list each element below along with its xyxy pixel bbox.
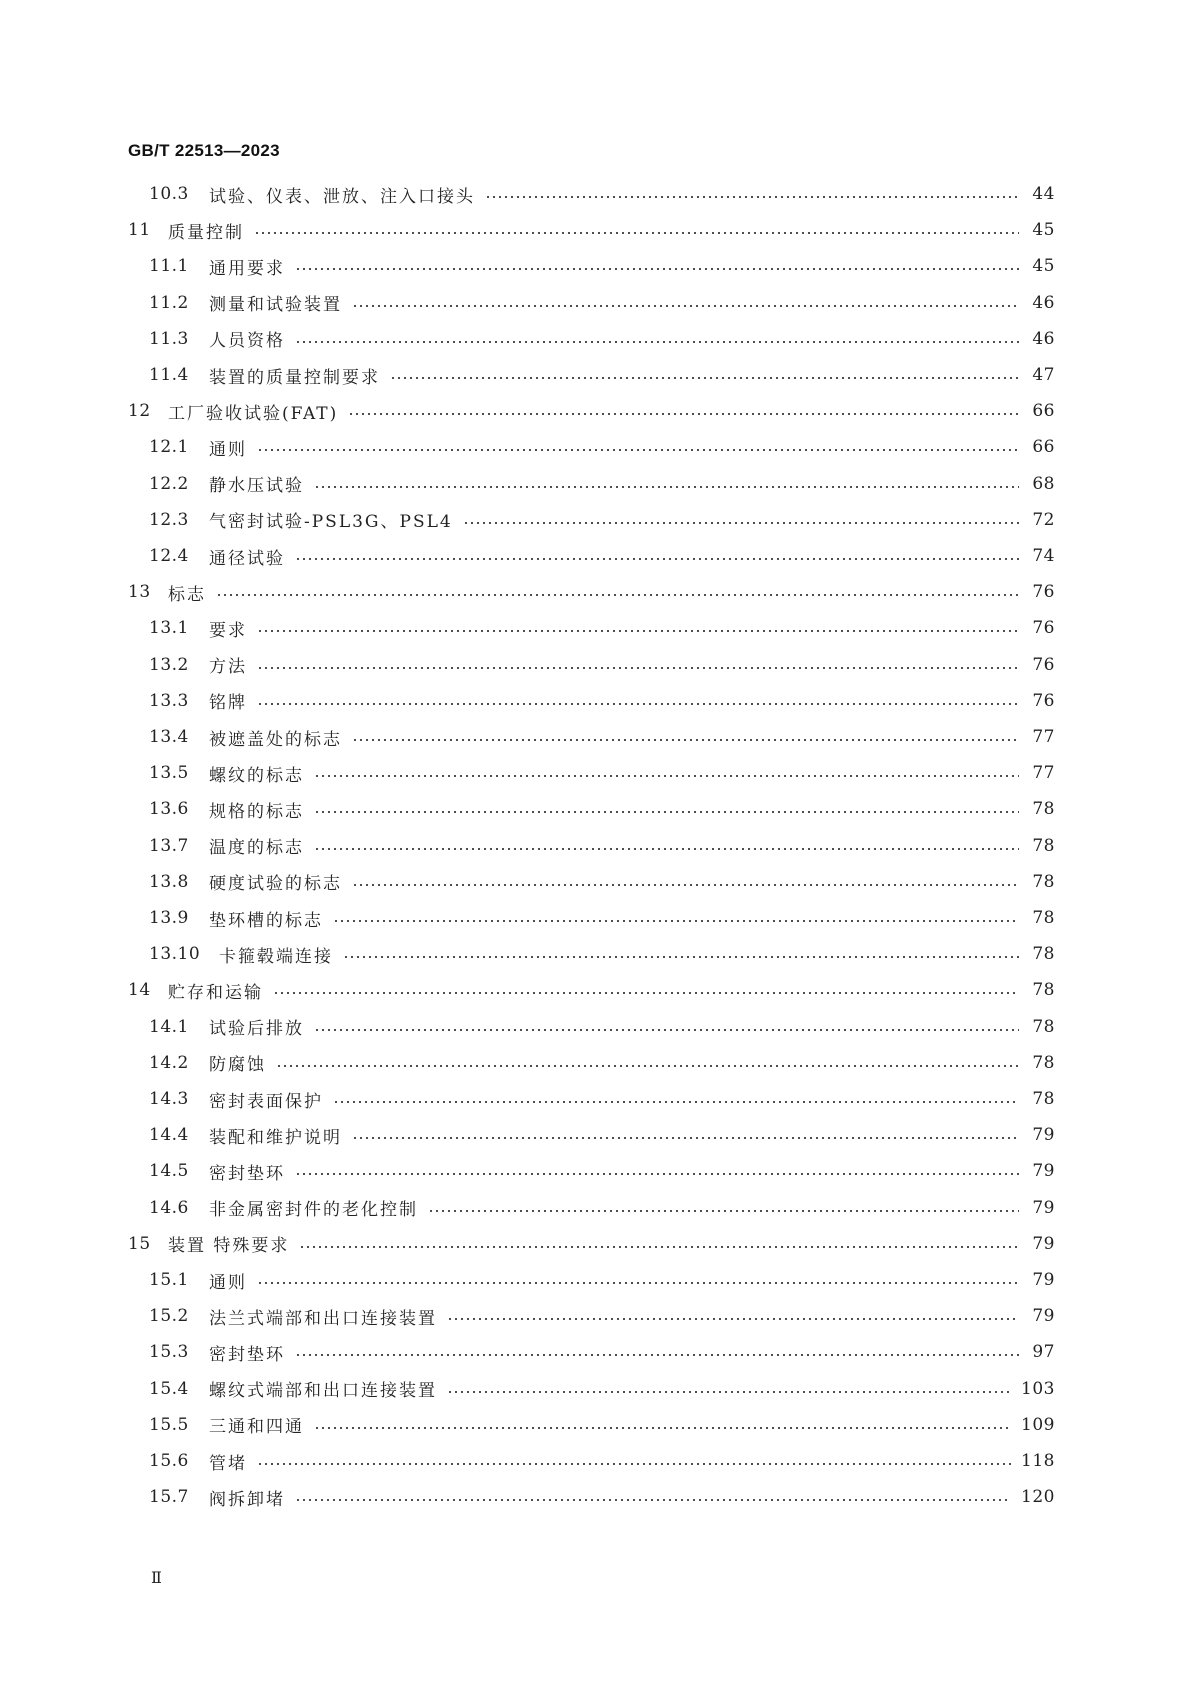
toc-dot-leader bbox=[343, 956, 1019, 958]
toc-dot-leader bbox=[333, 920, 1019, 922]
toc-dot-leader bbox=[257, 1282, 1019, 1284]
toc-section-entry[interactable] bbox=[149, 1337, 1055, 1367]
toc-entry-page: 78 bbox=[1032, 835, 1055, 856]
toc-entry-number: 15.5 bbox=[149, 1414, 189, 1435]
toc-dot-leader bbox=[314, 848, 1019, 850]
toc-entry-title: 铭牌 bbox=[209, 693, 247, 714]
toc-entry-title: 卡箍毂端连接 bbox=[219, 946, 333, 967]
toc-entry-page: 66 bbox=[1032, 401, 1055, 422]
toc-entry-number: 10.3 bbox=[149, 184, 189, 204]
toc-entry-number: 12.2 bbox=[149, 473, 189, 494]
toc-section-entry[interactable] bbox=[149, 432, 1055, 462]
toc-entry-page: 76 bbox=[1032, 582, 1055, 603]
toc-chapter-entry[interactable] bbox=[128, 577, 1055, 607]
toc-entry-title: 静水压试验 bbox=[209, 476, 304, 497]
toc-entry-page: 79 bbox=[1032, 1233, 1055, 1254]
toc-section-entry[interactable] bbox=[149, 1446, 1055, 1476]
toc-entry-title: 质量控制 bbox=[168, 222, 244, 243]
toc-dot-leader bbox=[314, 1427, 1011, 1429]
toc-section-entry[interactable] bbox=[149, 903, 1055, 933]
toc-section-entry[interactable] bbox=[149, 469, 1055, 499]
toc-entry-number: 14.4 bbox=[149, 1125, 189, 1146]
toc-entry-number: 13.7 bbox=[149, 835, 189, 856]
toc-chapter-entry[interactable] bbox=[128, 1229, 1055, 1259]
toc-entry-number: 13.6 bbox=[149, 799, 189, 820]
toc-entry-number: 15.4 bbox=[149, 1378, 189, 1399]
toc-entry-number: 12.4 bbox=[149, 546, 189, 566]
toc-entry-number: 14 bbox=[128, 980, 151, 1001]
toc-entry-page: 79 bbox=[1032, 1161, 1055, 1182]
toc-section-entry[interactable] bbox=[149, 1410, 1055, 1440]
toc-section-entry[interactable] bbox=[149, 794, 1055, 824]
toc-dot-leader bbox=[314, 775, 1019, 777]
toc-section-entry[interactable] bbox=[149, 541, 1055, 571]
toc-entry-title: 螺纹的标志 bbox=[209, 765, 304, 786]
toc-section-entry[interactable] bbox=[149, 1482, 1055, 1512]
toc-entry-number: 13.3 bbox=[149, 690, 189, 711]
toc-entry-title: 非金属密封件的老化控制 bbox=[209, 1200, 418, 1221]
toc-entry-page: 79 bbox=[1032, 1306, 1055, 1327]
toc-section-entry[interactable] bbox=[149, 251, 1055, 281]
toc-entry-page: 44 bbox=[1032, 184, 1055, 204]
toc-entry-number: 13.4 bbox=[149, 727, 189, 747]
toc-entry-number: 13.8 bbox=[149, 871, 189, 892]
toc-entry-page: 78 bbox=[1032, 871, 1055, 892]
toc-entry-page: 45 bbox=[1032, 220, 1055, 241]
toc-section-entry[interactable] bbox=[149, 324, 1055, 354]
toc-dot-leader bbox=[485, 196, 1019, 198]
toc-entry-title: 装置的质量控制要求 bbox=[209, 367, 380, 388]
toc-dot-leader bbox=[352, 884, 1019, 886]
toc-entry-page: 46 bbox=[1032, 292, 1055, 313]
toc-section-entry[interactable] bbox=[149, 1012, 1055, 1042]
toc-entry-title: 密封垫环 bbox=[209, 1344, 285, 1365]
toc-entry-number: 13.2 bbox=[149, 654, 189, 675]
toc-entry-page: 46 bbox=[1032, 328, 1055, 349]
toc-section-entry[interactable] bbox=[149, 758, 1055, 788]
toc-entry-page: 103 bbox=[1021, 1378, 1055, 1399]
toc-section-entry[interactable] bbox=[149, 939, 1055, 969]
toc-entry-title: 装置 特殊要求 bbox=[168, 1236, 290, 1257]
toc-section-entry[interactable] bbox=[149, 288, 1055, 318]
toc-section-entry[interactable] bbox=[149, 613, 1055, 643]
toc-section-entry[interactable] bbox=[149, 686, 1055, 716]
toc-entry-page: 78 bbox=[1032, 980, 1055, 1001]
toc-entry-title: 装配和维护说明 bbox=[209, 1127, 342, 1148]
toc-entry-page: 78 bbox=[1032, 1052, 1055, 1073]
toc-dot-leader bbox=[295, 268, 1019, 270]
toc-entry-page: 68 bbox=[1032, 473, 1055, 494]
toc-dot-leader bbox=[352, 739, 1019, 741]
toc-entry-number: 13.1 bbox=[149, 618, 189, 639]
toc-dot-leader bbox=[273, 992, 1019, 994]
toc-entry-title: 温度的标志 bbox=[209, 838, 304, 859]
toc-entry-title: 气密封试验-PSL3G、PSL4 bbox=[209, 512, 453, 533]
toc-section-entry[interactable] bbox=[149, 1120, 1055, 1150]
toc-dot-leader bbox=[314, 486, 1019, 488]
toc-dot-leader bbox=[295, 1173, 1019, 1175]
toc-section-entry[interactable] bbox=[149, 179, 1055, 209]
toc-dot-leader bbox=[257, 630, 1019, 632]
toc-dot-leader bbox=[314, 1029, 1019, 1031]
toc-entry-title: 通径试验 bbox=[209, 548, 285, 569]
toc-entry-title: 通用要求 bbox=[209, 258, 285, 279]
toc-dot-leader bbox=[463, 522, 1019, 524]
toc-entry-number: 15.1 bbox=[149, 1270, 189, 1290]
toc-entry-title: 螺纹式端部和出口连接装置 bbox=[209, 1381, 437, 1402]
toc-entry-title: 阀拆卸堵 bbox=[209, 1489, 285, 1510]
toc-chapter-entry[interactable] bbox=[128, 396, 1055, 426]
toc-entry-number: 14.1 bbox=[149, 1016, 189, 1037]
toc-dot-leader bbox=[428, 1210, 1019, 1212]
toc-entry-number: 11.2 bbox=[149, 292, 189, 313]
toc-dot-leader bbox=[352, 1137, 1019, 1139]
toc-entry-page: 79 bbox=[1032, 1125, 1055, 1146]
toc-entry-page: 79 bbox=[1032, 1270, 1055, 1290]
toc-chapter-entry[interactable] bbox=[128, 215, 1055, 245]
toc-dot-leader bbox=[295, 558, 1019, 560]
toc-entry-page: 79 bbox=[1032, 1197, 1055, 1218]
toc-dot-leader bbox=[257, 703, 1019, 705]
toc-entry-title: 工厂验收试验(FAT) bbox=[168, 403, 339, 424]
toc-entry-page: 78 bbox=[1032, 799, 1055, 820]
toc-entry-number: 13.5 bbox=[149, 763, 189, 784]
toc-entry-title: 垫环槽的标志 bbox=[209, 910, 323, 931]
toc-entry-number: 12 bbox=[128, 401, 151, 422]
toc-entry-page: 78 bbox=[1032, 944, 1055, 965]
toc-entry-number: 14.5 bbox=[149, 1161, 189, 1182]
toc-entry-title: 法兰式端部和出口连接装置 bbox=[209, 1308, 437, 1329]
toc-entry-page: 74 bbox=[1032, 546, 1055, 566]
toc-dot-leader bbox=[299, 1246, 1019, 1248]
toc-entry-title: 防腐蚀 bbox=[209, 1055, 266, 1076]
toc-entry-page: 47 bbox=[1032, 365, 1055, 385]
toc-entry-number: 15 bbox=[128, 1233, 151, 1254]
toc-entry-page: 66 bbox=[1032, 437, 1055, 458]
toc-entry-title: 三通和四通 bbox=[209, 1417, 304, 1438]
toc-section-entry[interactable] bbox=[149, 867, 1055, 897]
toc-entry-page: 77 bbox=[1032, 727, 1055, 747]
toc-entry-title: 通则 bbox=[209, 439, 247, 460]
toc-dot-leader bbox=[295, 341, 1019, 343]
toc-entry-title: 测量和试验装置 bbox=[209, 295, 342, 316]
toc-entry-number: 14.2 bbox=[149, 1052, 189, 1073]
toc-entry-number: 12.3 bbox=[149, 509, 189, 530]
toc-entry-page: 118 bbox=[1021, 1451, 1055, 1471]
toc-entry-number: 14.3 bbox=[149, 1089, 189, 1109]
toc-entry-number: 15.3 bbox=[149, 1342, 189, 1363]
toc-section-entry[interactable] bbox=[149, 1193, 1055, 1223]
toc-dot-leader bbox=[447, 1318, 1019, 1320]
toc-entry-page: 45 bbox=[1032, 256, 1055, 277]
toc-entry-title: 试验后排放 bbox=[209, 1019, 304, 1040]
toc-section-entry[interactable] bbox=[149, 505, 1055, 535]
toc-entry-page: 76 bbox=[1032, 690, 1055, 711]
toc-entry-number: 12.1 bbox=[149, 437, 189, 458]
toc-entry-page: 77 bbox=[1032, 763, 1055, 784]
document-code: GB/T 22513—2023 bbox=[128, 141, 280, 160]
toc-dot-leader bbox=[257, 667, 1019, 669]
toc-entry-title: 标志 bbox=[168, 584, 206, 605]
toc-entry-number: 15.2 bbox=[149, 1306, 189, 1327]
toc-entry-number: 11 bbox=[128, 220, 151, 241]
toc-entry-page: 120 bbox=[1021, 1487, 1055, 1508]
toc-section-entry[interactable] bbox=[149, 1084, 1055, 1114]
toc-section-entry[interactable] bbox=[149, 1048, 1055, 1078]
toc-dot-leader bbox=[333, 1101, 1019, 1103]
toc-entry-title: 被遮盖处的标志 bbox=[209, 729, 342, 750]
toc-dot-leader bbox=[314, 811, 1019, 813]
toc-entry-page: 78 bbox=[1032, 1016, 1055, 1037]
toc-entry-page: 97 bbox=[1032, 1342, 1055, 1363]
toc-dot-leader bbox=[276, 1065, 1019, 1067]
toc-entry-page: 78 bbox=[1032, 908, 1055, 928]
toc-entry-title: 人员资格 bbox=[209, 331, 285, 352]
toc-entry-page: 76 bbox=[1032, 654, 1055, 675]
toc-entry-number: 13.10 bbox=[149, 944, 201, 965]
toc-entry-title: 管堵 bbox=[209, 1453, 247, 1474]
toc-entry-title: 密封垫环 bbox=[209, 1163, 285, 1184]
toc-chapter-entry[interactable] bbox=[128, 975, 1055, 1005]
toc-section-entry[interactable] bbox=[149, 1374, 1055, 1404]
toc-entry-number: 13.9 bbox=[149, 908, 189, 928]
toc-dot-leader bbox=[352, 305, 1019, 307]
toc-entry-page: 76 bbox=[1032, 618, 1055, 639]
toc-section-entry[interactable] bbox=[149, 360, 1055, 390]
toc-section-entry[interactable] bbox=[149, 1301, 1055, 1331]
toc-dot-leader bbox=[295, 1354, 1019, 1356]
toc-entry-number: 14.6 bbox=[149, 1197, 189, 1218]
toc-dot-leader bbox=[295, 1499, 1011, 1501]
toc-dot-leader bbox=[390, 377, 1019, 379]
toc-dot-leader bbox=[254, 232, 1019, 234]
toc-entry-number: 13 bbox=[128, 582, 151, 603]
toc-dot-leader bbox=[447, 1391, 1011, 1393]
toc-section-entry[interactable] bbox=[149, 650, 1055, 680]
toc-section-entry[interactable] bbox=[149, 1265, 1055, 1295]
toc-entry-title: 规格的标志 bbox=[209, 801, 304, 822]
toc-entry-title: 方法 bbox=[209, 657, 247, 678]
toc-entry-title: 要求 bbox=[209, 620, 247, 641]
toc-dot-leader bbox=[257, 449, 1019, 451]
page-number: Ⅱ bbox=[151, 1568, 162, 1587]
toc-dot-leader bbox=[257, 1463, 1011, 1465]
toc-entry-title: 试验、仪表、泄放、注入口接头 bbox=[209, 186, 475, 207]
toc-entry-page: 78 bbox=[1032, 1089, 1055, 1109]
toc-entry-number: 15.7 bbox=[149, 1487, 189, 1508]
toc-entry-number: 11.1 bbox=[149, 256, 189, 277]
toc-entry-title: 贮存和运输 bbox=[168, 982, 263, 1003]
toc-entry-title: 密封表面保护 bbox=[209, 1091, 323, 1112]
toc-section-entry[interactable] bbox=[149, 722, 1055, 752]
toc-entry-title: 通则 bbox=[209, 1272, 247, 1293]
toc-dot-leader bbox=[348, 413, 1019, 415]
toc-entry-title: 硬度试验的标志 bbox=[209, 874, 342, 895]
toc-entry-page: 109 bbox=[1021, 1414, 1055, 1435]
toc-entry-number: 11.3 bbox=[149, 328, 189, 349]
toc-section-entry[interactable] bbox=[149, 1156, 1055, 1186]
toc-dot-leader bbox=[216, 594, 1019, 596]
toc-entry-number: 11.4 bbox=[149, 365, 189, 385]
toc-entry-page: 72 bbox=[1032, 509, 1055, 530]
toc-section-entry[interactable] bbox=[149, 831, 1055, 861]
toc-entry-number: 15.6 bbox=[149, 1451, 189, 1471]
